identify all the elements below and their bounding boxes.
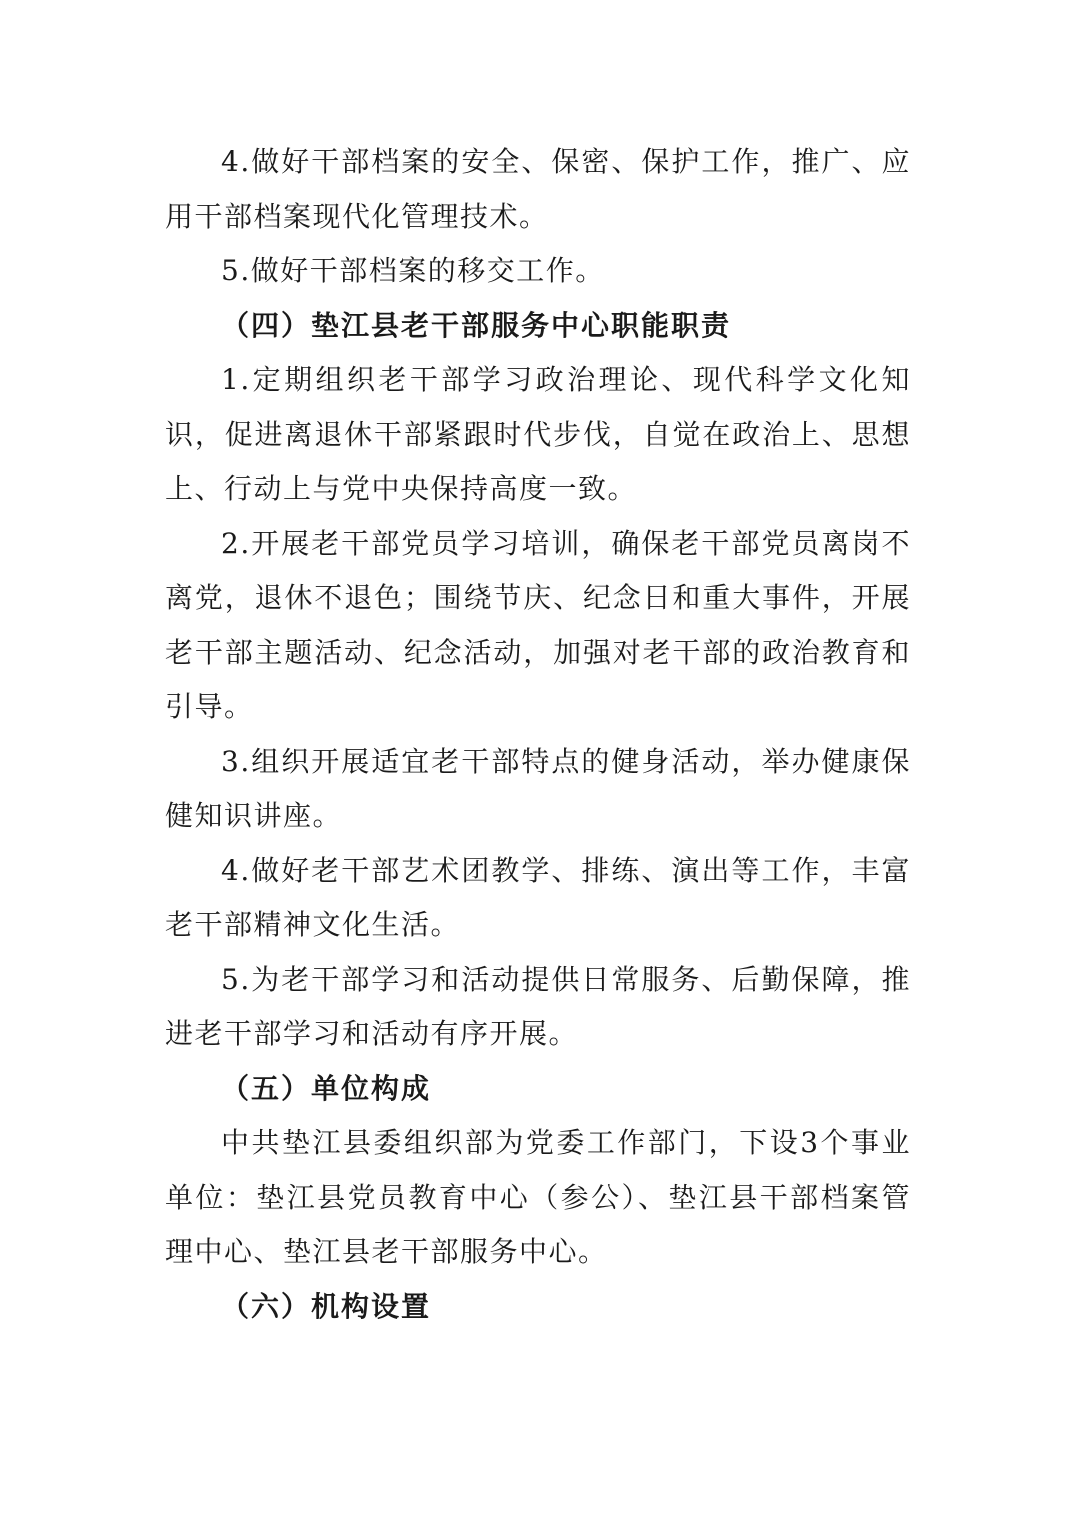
- paragraph-archive-security: 4.做好干部档案的安全、保密、保护工作，推广、应用干部档案现代化管理技术。: [165, 145, 911, 233]
- section-heading-institution-setup: （六）机构设置: [221, 1289, 432, 1323]
- paragraph-duty-1: 1.定期组织老干部学习政治理论、现代科学文化知识，促进离退休干部紧跟时代步伐，自觉在政治上、思想上、行动上与党中央保持高度一致。: [165, 363, 911, 505]
- paragraph-duty-3: 3.组织开展适宜老干部特点的健身活动，举办健康保健知识讲座。: [165, 744, 911, 832]
- paragraph-archive-transfer: 5.做好干部档案的移交工作。: [221, 254, 605, 287]
- paragraph-duty-2: 2.开展老干部党员学习培训，确保老干部党员离岗不离党，退休不退色；围绕节庆、纪念日和重大事件，开展老干部主题活动、纪念活动，加强对老干部的政治教育和引导。: [165, 526, 911, 723]
- document-body: [165, 135, 911, 1334]
- section-heading-veteran-service-center: （四）垫江县老干部服务中心职能职责: [221, 308, 732, 342]
- paragraph-unit-composition: 中共垫江县委组织部为党委工作部门，下设3个事业单位：垫江县党员教育中心（参公）、垫江县干部档案管理中心、垫江县老干部服务中心。: [165, 1126, 911, 1268]
- section-heading-unit-composition: （五）单位构成: [221, 1071, 432, 1105]
- paragraph-duty-5: 5.为老干部学习和活动提供日常服务、后勤保障，推进老干部学习和活动有序开展。: [165, 962, 911, 1050]
- paragraph-duty-4: 4.做好老干部艺术团教学、排练、演出等工作，丰富老干部精神文化生活。: [165, 853, 911, 941]
